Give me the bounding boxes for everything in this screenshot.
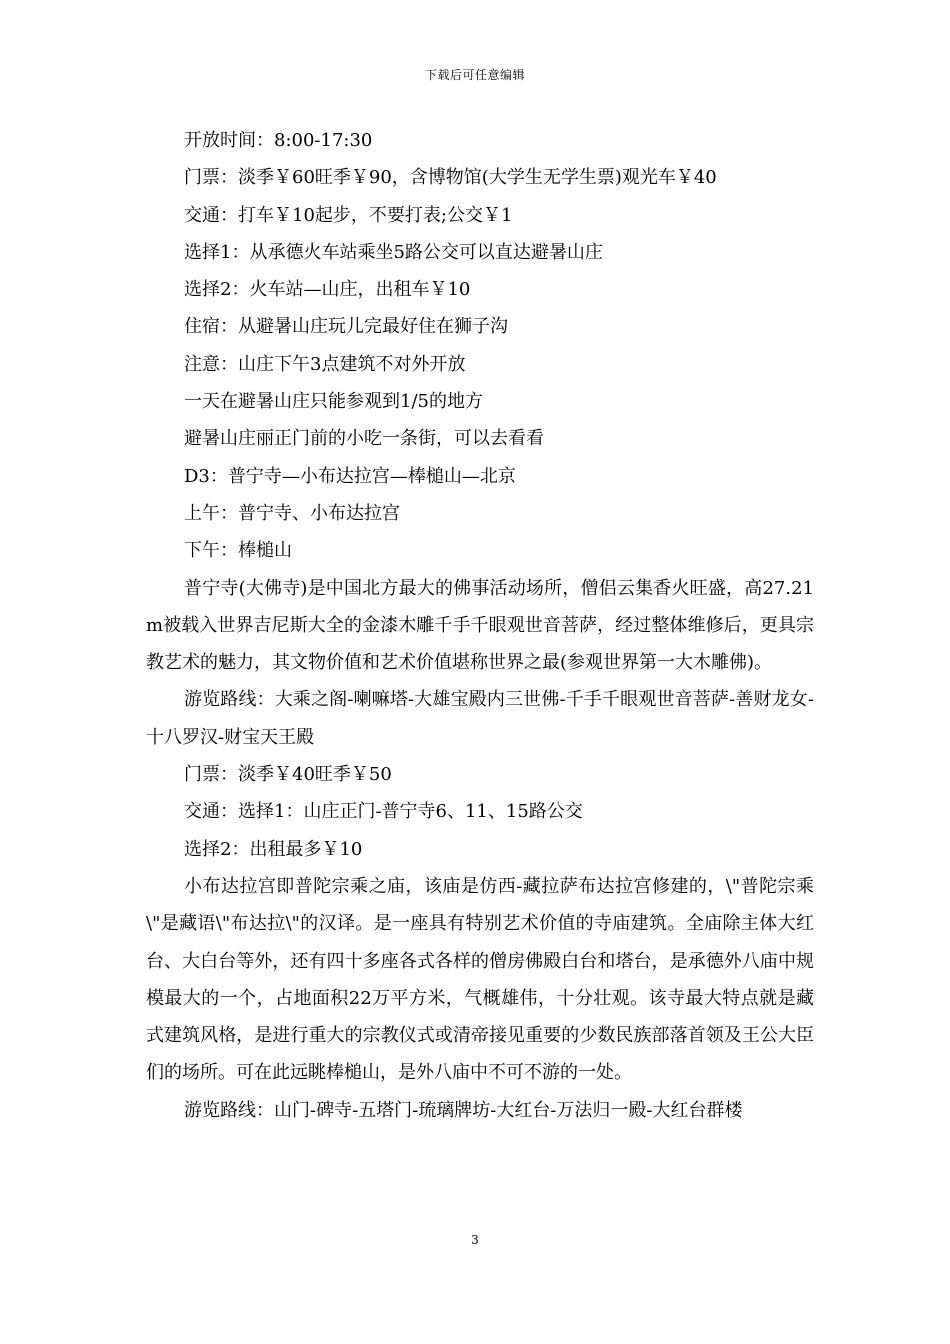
text-line: 交通：选择1：山庄正门-普宁寺6、11、15路公交 — [184, 801, 583, 823]
text-line: 住宿：从避暑山庄玩儿完最好住在狮子沟 — [184, 316, 508, 338]
potala-intro-paragraph: 小布达拉宫即普陀宗乘之庙，该庙是仿西-藏拉萨布达拉宫修建的，\"普陀宗乘\"是藏语\"布达拉\"的汉译。是一座具有特别艺术价值的寺庙建筑。全庙除主体大红台、大白台等外，还有四十多座各式各样的僧房佛殿白台和塔台，是承德外八庙中规模最大的一个，占地面积22万平方米，气概雄伟，十分壮观。该寺最大特点就是藏式建筑风格，是进行重大的宗教仪式或清帝接见重要的少数民族部落首领及王公大臣们的场所。可在此远眺棒槌山，是外八庙中不可不游的一处。 — [146, 875, 814, 1084]
text-line: 选择2：出租最多￥10 — [184, 838, 363, 860]
text-line: 门票：淡季￥40旺季￥50 — [184, 764, 392, 786]
text-line: 开放时间：8:00-17:30 — [184, 130, 373, 151]
text-line: 一天在避暑山庄只能参观到1/5的地方 — [184, 391, 483, 413]
day-heading: D3：普宁寺—小布达拉宫—棒槌山—北京 — [184, 465, 516, 487]
potala-route-paragraph: 游览路线：山门-碑寺-五塔门-琉璃牌坊-大红台-万法归一殿-大红台群楼 — [184, 1099, 743, 1121]
text-line: 门票：淡季￥60旺季￥90，含博物馆(大学生无学生票)观光车￥40 — [184, 167, 717, 189]
text-line: 下午：棒槌山 — [184, 540, 292, 562]
text-line: 选择2：火车站—山庄，出租车￥10 — [184, 279, 471, 301]
document-body — [146, 122, 814, 1129]
text-line: 交通：打车￥10起步，不要打表;公交￥1 — [184, 204, 513, 226]
puning-intro-paragraph: 普宁寺(大佛寺)是中国北方最大的佛事活动场所，僧侣云集香火旺盛，高27.21m被载入世界吉尼斯大全的金漆木雕千手千眼观世音菩萨，经过整体维修后，更具宗教艺术的魅力，其文物价值和艺术价值堪称世界之最(参观世界第一大木雕佛)。 — [146, 577, 814, 674]
text-line: 避暑山庄丽正门前的小吃一条街，可以去看看 — [184, 428, 544, 450]
page-number: 3 — [471, 1233, 479, 1247]
text-line: 上午：普宁寺、小布达拉宫 — [184, 502, 400, 524]
page-header: 下载后可任意编辑 — [424, 68, 525, 82]
text-line: 选择1：从承德火车站乘坐5路公交可以直达避暑山庄 — [184, 241, 603, 263]
puning-route-paragraph: 游览路线：大乘之阁-喇嘛塔-大雄宝殿内三世佛-千手千眼观世音菩萨-善财龙女-十八罗汉-财宝天王殿 — [146, 689, 814, 748]
text-line: 注意：山庄下午3点建筑不对外开放 — [184, 353, 466, 375]
